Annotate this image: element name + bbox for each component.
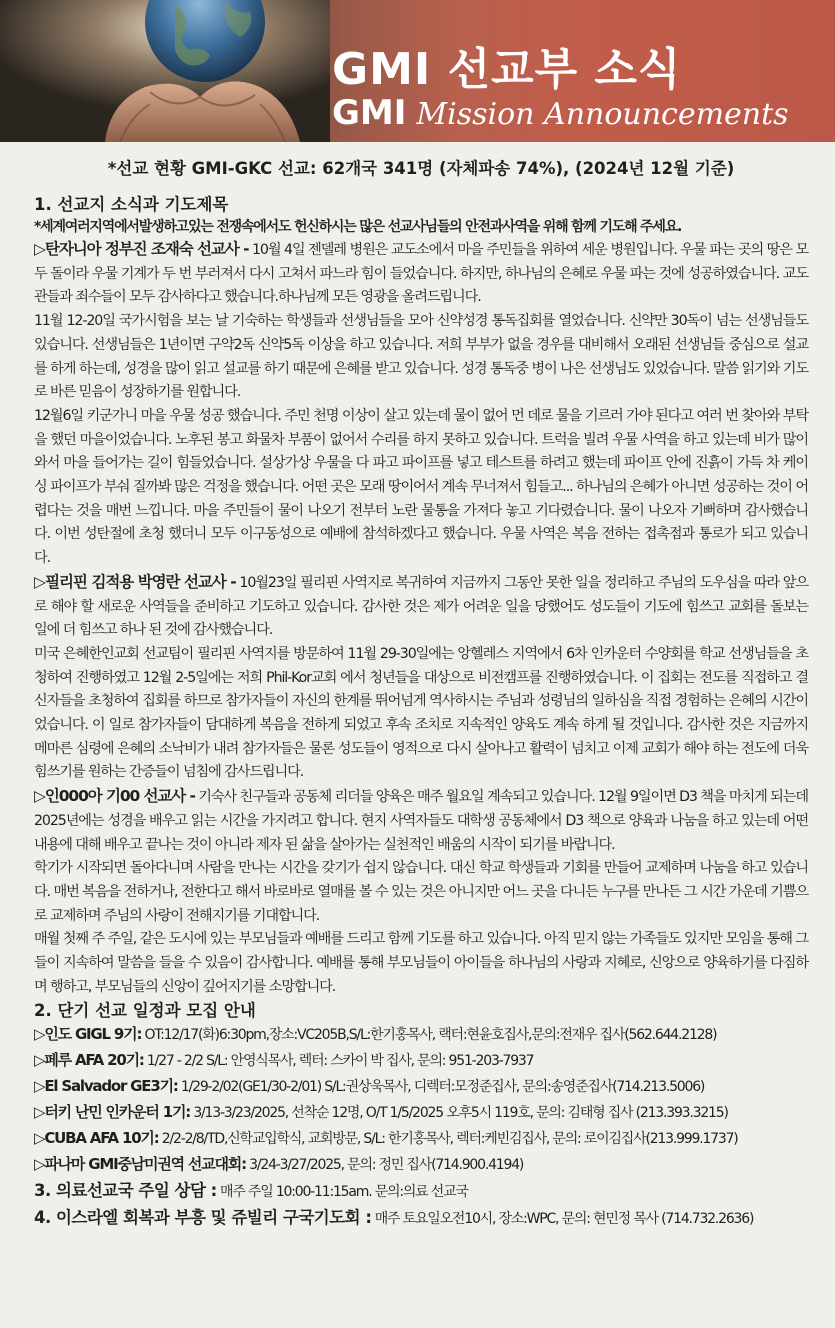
indonesia-paragraph-3: 매월 첫째 주 주일, 같은 도시에 있는 부모님들과 예배를 드리고 함께 기도를 하고 있습니다. 아직 믿지 않는 가족들도 있지만 모임을 통해 그들이 지속하여 말씀을 들을 수 있음이 감사합니다. 예배를 통해 부모님들이 아이들을 하나님의 사랑과 지혜로, 신앙으로 양육하기를 다짐하며 행하고, 부모님들의 신앙이 깊어지기를 소망합니다.: [34, 931, 808, 995]
philippines-paragraph-1: 10월23일 필리핀 사역지로 복귀하여 지금까지 그동안 못한 일을 정리하고 주님의 도우심을 따라 앞으로 해야 할 새로운 사역들을 준비하고 기도하고 있습니다. 감사한 것은 제가 어려운 일을 당했어도 성도들이 기도에 힘쓰고 교회를 돌보는 일에 더 힘쓰고 하나 된 것에 감사했습니다.: [34, 574, 808, 639]
prayer-request-note: *세계여러지역에서발생하고있는 전쟁속에서도 헌신하시는 많은 선교사님들의 안전과사역을 위해 함께 기도해 주세요.: [34, 219, 682, 235]
section-heading-mission-news: 1. 선교지 소식과 기도제목: [34, 195, 229, 214]
indonesia-report: [34, 785, 808, 857]
medical-mission-consultation: [34, 1178, 808, 1205]
mission-status-summary: *선교 현황 GMI-GKC 선교: 62개국 341명 (자체파송 74%), (2024년 12월 기준): [107, 159, 735, 178]
schedule-item-label: ▷파나마 GMI중남미권역 선교대회:: [34, 1154, 246, 1173]
schedule-item: [34, 1126, 808, 1152]
tanzania-paragraph-2: 11월 12-20일 국가시험을 보는 날 기숙하는 학생들과 선생님들을 모아 신약성경 통독집회를 열었습니다. 신약만 30독이 넘는 선생님들도 있습니다. 선생님들은 1년이면 구약2독 신약5독 이상을 하고 있습니다. 저희 부부가 없을 경우를 대비해서 오래된 선생님들 중심으로 설교를 하게 하는데, 성경을 많이 읽고 설교를 하기 때문에 은혜를 받고 있습니다. 성경 통독중 병이 나은 선생님도 있었습니다. 말씀 읽기와 기도로 바른 믿음이 성장하기를 원합니다.: [34, 313, 808, 401]
tanzania-paragraph-1: 10월 4일 젠델레 병원은 교도소에서 마을 주민들을 위하여 세운 병원입니다. 우물 파는 곳의 땅은 모두 돌이라 우물 기계가 두 번 부러져서 다시 고쳐서 파느라 힘이 들었습니다. 하지만, 하나님의 은혜로 우물 파는 것에 성공하였습니다. 교도관들과 죄수들이 모두 감사하다고 했습니다.하나님께 모든 영광을 올려드립니다.: [34, 242, 808, 306]
banner-header: [0, 0, 835, 142]
tanzania-missionary-label: ▷탄자니아 정부진 조재숙 선교사 -: [34, 240, 249, 258]
schedule-item-text: 3/13-3/23/2025, 선착순 12명, O/T 1/5/2025 오후5시 119호, 문의: 김태형 집사 (213.393.3215): [190, 1104, 728, 1121]
tanzania-paragraph-3: 12월6일 키군가니 마을 우물 성공 했습니다. 주민 천명 이상이 살고 있는데 물이 없어 먼 데로 물을 기르러 가야 된다고 여러 번 찾아와 부탁을 했던 마을이었습니다. 노후된 봉고 화물차 부품이 없어서 수리를 하지 못하고 있습니다. 트럭을 빌려 우물 사역을 하고 있는데 비가 많이 와서 마을 들어가는 길이 힘들었습니다. 설상가상 우물을 다 파고 파이프를 넣고 테스트를 하려고 했는데 파이프 안에 진흙이 가득 차 케이싱 파이프가 부숴 질까봐 많은 걱정을 했습니다. 어떤 곳은 모래 땅이어서 계속 무너져서 힘들고... 하나님의 은혜가 아니면 성공하는 것이 어렵다는 것을 매번 느낍니다. 마을 주민들이 물이 나오기 전부터 노란 물통을 가져다 놓고 기다렸습니다. 물이 나오자 기뻐하며 감사했습니다. 이번 성탄절에 초청 했더니 모두 이구동성으로 예배에 참석하겠다고 했습니다. 우물 사역은 복음 전하는 접촉점과 통로가 되고 있습니다.: [34, 407, 808, 567]
schedule-item-label: ▷El Salvador GE3기:: [34, 1076, 178, 1095]
schedule-item: [34, 1048, 808, 1074]
schedule-item-text: 1/29-2/02(GE1/30-2/01) S/L:권상욱목사, 디렉터:모정준집사, 문의:송영준집사(714.213.5006): [177, 1078, 705, 1095]
hands-holding-globe-image: [0, 0, 330, 142]
schedule-item: [34, 1074, 808, 1100]
schedule-item-label: ▷인도 GIGL 9기:: [34, 1024, 142, 1043]
schedule-item-label: ▷CUBA AFA 10기:: [34, 1128, 159, 1147]
indonesia-paragraph-1: 기숙사 친구들과 공동체 리더들 양육은 매주 월요일 계속되고 있습니다. 12월 9일이면 D3 책을 마치게 되는데 2025년에는 성경을 배우고 읽는 시간을 가지려고 합니다. 현지 사역자들도 대학생 공동체에서 D3 책으로 양육과 나눔을 하고 있는데 어떤 내용에 대해 배우고 끝나는 것이 아니라 제자 된 삶을 살아가는 실천적인 배움의 시작이 되기를 바랍니다.: [34, 789, 808, 853]
schedule-item-text: OT:12/17(화)6:30pm,장소:VC205B,S/L:한기홍목사, 랙터:현윤호집사,문의:전재우 집사(562.644.2128): [141, 1026, 717, 1043]
philippines-report: [34, 571, 808, 643]
schedule-item-label: ▷페루 AFA 20기:: [34, 1050, 144, 1069]
indonesia-missionary-label: ▷인000아 기00 선교사 -: [34, 787, 195, 806]
medical-mission-text: 매주 주일 10:00-11:15am. 문의:의료 선교국: [216, 1183, 468, 1200]
section-heading-medical-mission: 3. 의료선교국 주일 상담 :: [34, 1180, 217, 1200]
section-heading-short-term-missions: 2. 단기 선교 일정과 모집 안내: [34, 1000, 256, 1020]
schedule-item-text: 3/24-3/27/2025, 문의: 정민 집사(714.900.4194): [245, 1156, 524, 1173]
section-heading-israel-prayer: 4. 이스라엘 회복과 부흥 및 쥬빌리 구국기도회 :: [34, 1207, 372, 1227]
schedule-item-text: 1/27 - 2/2 S/L: 안영식목사, 렉터: 스카이 박 집사, 문의: 951-203-7937: [143, 1052, 534, 1069]
tanzania-report: [34, 238, 808, 310]
israel-prayer-meeting: [34, 1205, 808, 1232]
banner-title-korean: GMI 선교부 소식: [332, 44, 682, 95]
israel-prayer-text: 매주 토요일오전10시, 장소:WPC, 문의: 현민정 목사 (714.732.2636): [371, 1210, 754, 1227]
philippines-missionary-label: ▷필리핀 김적용 박영란 선교사 -: [34, 572, 236, 591]
banner-title-script: Mission Announcements: [416, 97, 789, 132]
philippines-paragraph-2: 미국 은혜한인교회 선교팀이 필리핀 사역지를 방문하여 11월 29-30일에는 앙헬레스 지역에서 6차 인카운터 수양회를 학교 선생님들을 초청하여 진행하였고 12월 2-5일에는 저희 Phil-Kor교회 에서 청년들을 대상으로 비전캠프를 진행하였습니다. 이 집회는 전도를 직접하고 결신자들을 초청하여 집회를 하므로 참가자들이 자신의 한계를 뛰어넘게 역사하시는 주님과 성령님의 일하심을 직접 경험하는 은혜의 시간이었습니다. 이 일로 참가자들이 담대하게 복음을 전하게 되었고 후속 조치로 지속적인 양육도 계속 하게 될 것입니다. 감사한 것은 지금까지 메마른 심령에 은혜의 소낙비가 내려 참가자들은 물론 성도들이 영적으로 다시 살아나고 활력이 넘치고 이제 교회가 해야 하는 전도에 더욱 힘쓰기를 원하는 간증들이 넘침에 감사드립니다.: [34, 645, 808, 781]
banner-title-english: [332, 93, 789, 133]
schedule-item-label: ▷터키 난민 인카운터 1기:: [34, 1102, 191, 1121]
schedule-item: [34, 1100, 808, 1126]
announcement-body: [34, 158, 808, 1232]
banner-title-prefix: GMI: [332, 93, 407, 133]
schedule-item-text: 2/2-2/8/TD,신학교입학식, 교회방문, S/L: 한기홍목사, 렉터:케빈김집사, 문의: 로이김집사(213.999.1737): [158, 1130, 738, 1147]
indonesia-paragraph-2: 학기가 시작되면 돌아다니며 사람을 만나는 시간을 갖기가 쉽지 않습니다. 대신 학교 학생들과 기회를 만들어 교제하며 나눔을 하고 있습니다. 매번 복음을 전하거나, 전한다고 해서 바로바로 열매를 볼 수 있는 것은 아니지만 어느 곳을 다니든 누구를 만나든 그 시간 가운데 기쁨으로 교제하며 주님의 사랑이 전해지기를 기대합니다.: [34, 860, 808, 924]
schedule-item: [34, 1152, 808, 1178]
schedule-item: [34, 1022, 808, 1048]
